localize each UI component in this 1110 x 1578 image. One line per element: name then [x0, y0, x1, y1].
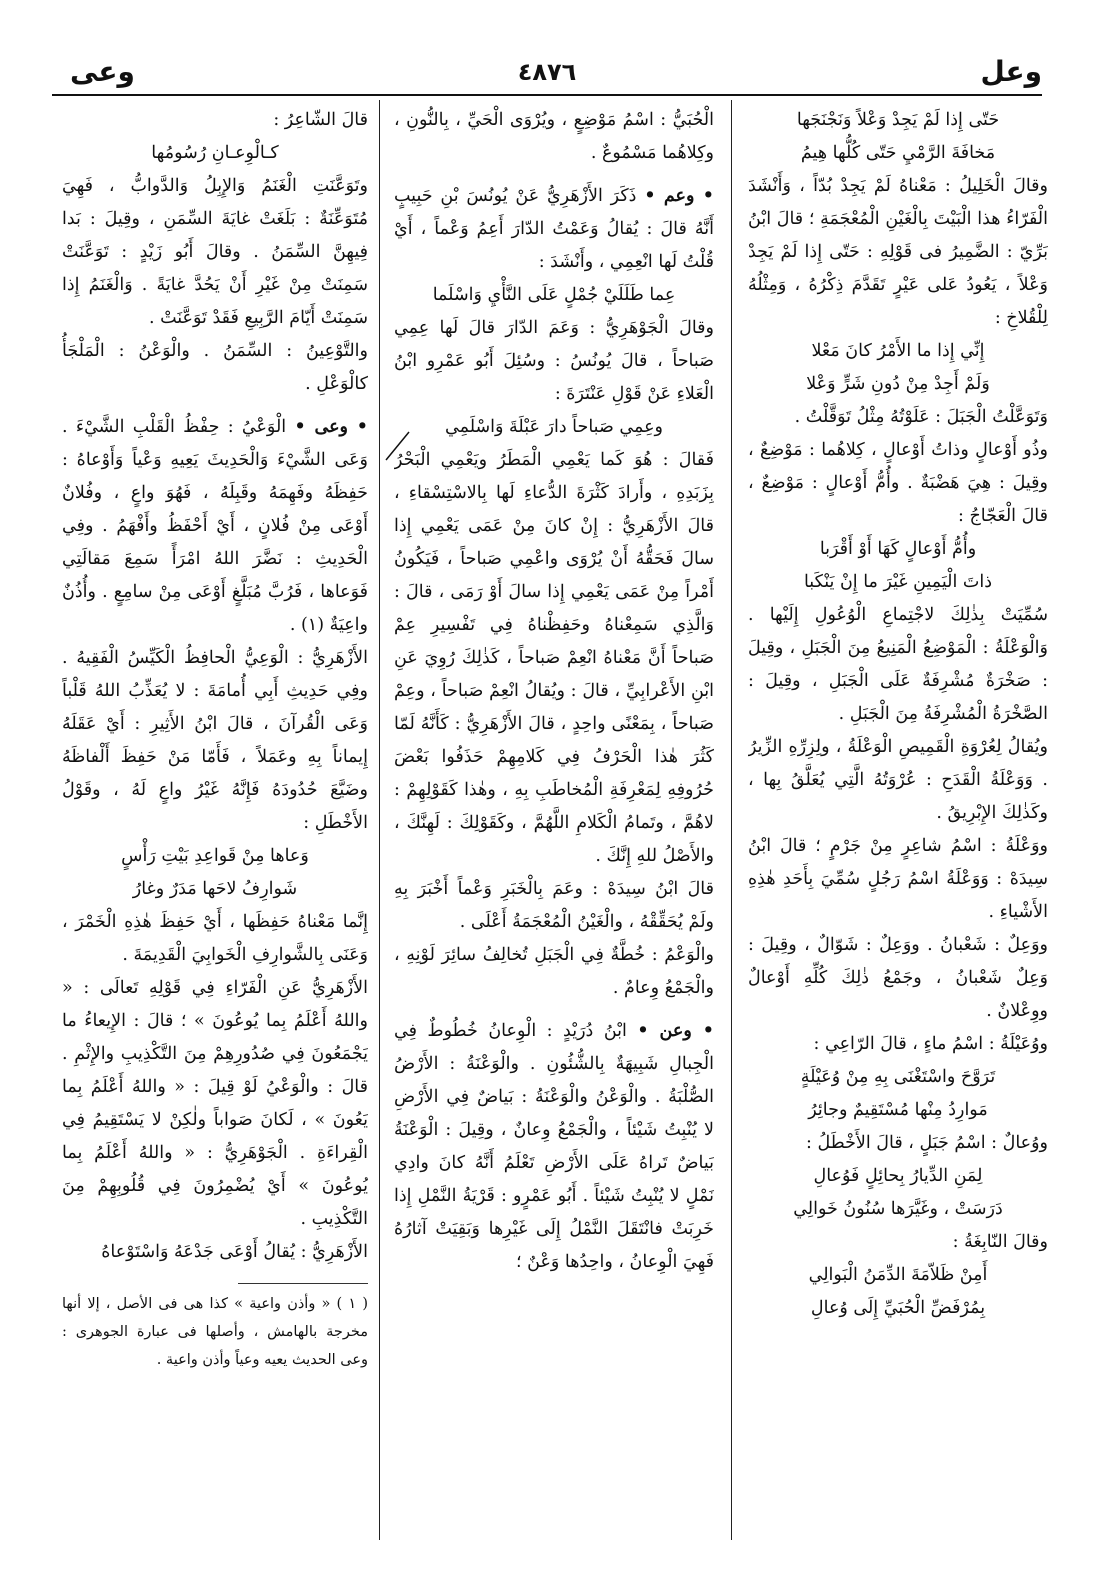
paragraph: وتَوَعَّنَتِ الْغَنَمُ وَالإِبِلُ وَالدَّوابُّ ، فَهِيَ مُتَوَعِّنَةٌ : بَلَغَتْ غايَةَ السِّمَنِ ، وقِيلَ : بَدا فِيهِنَّ السِّمَنُ . وقالَ أَبُو زَيْدٍ : تَوَعَّنَتْ سَمِنَتْ مِنْ غَيْرِ أَنْ يَحُدَّ غايَةً . وَالْغَنَمُ إِذا سَمِنَتْ أَيّامَ الرَّبِيعِ فَقَدْ تَوَعَّنَتْ . [62, 176, 368, 328]
paragraph: قالَ ابْنُ سِيدَهْ : وعَمَ بِالْخَبَرِ وَعْماً أَخْبَرَ بِهِ ولَمْ يُحَقِّقْهُ ، والْغَيْنُ الْمُعْجَمَةُ أَعْلَى . [394, 879, 714, 932]
column-divider-right [731, 100, 732, 1540]
verse-line: إِنِّي إِذا ما الأَمْرُ كانَ مَعْلا [811, 341, 985, 361]
footnote: ( ١ ) « وأذن واعية » كذا هى فى الأصل ، إلا أنها مخرجة بالهامش ، وأصلها فى عبارة الجوهرى : وعى الحديث يعيه وعياً وأذن واعية . [62, 1296, 368, 1368]
paragraph: ووُعالٌ : اسْمُ جَبَلٍ ، قالَ الأَخْطَلُ : [806, 1133, 1048, 1153]
entry-text: ابْنُ دُرَيْدٍ : الْوِعانُ خُطُوطٌ فِي الْجِبالِ شَبِيهَةٌ بِالشُّئُونِ . والْوَعْنَةُ : الأَرْضُ الصُّلْبَةُ . والْوَعْنُ والْوَعْنَةُ : بَياضٌ فِي الأَرْضِ لا يُنْبِتُ شَيْئاً ، والْجَمْعُ وِعانٌ ، وقِيلَ : الْوَعْنَةُ بَياضٌ تَراهُ عَلَى الأَرْضِ تَعْلَمُ أَنَّهُ كانَ وادِي نَمْلٍ لا يُنْبِتُ شَيْئاً . أَبُو عَمْرٍو : قَرْيَةُ النَّمْلِ إِذا خَرِبَتْ فانْتَقَلَ النَّمْلُ إِلَى غَيْرِها وَبَقِيَتْ آثارُهُ فَهِيَ الْوِعانُ ، واحِدُها وَعْنٌ ؛ [394, 1021, 714, 1272]
paragraph: وقالَ النّابِغَةُ : [952, 1232, 1048, 1252]
verse-line: مَخافَةَ الرَّمْيِ حَتّى كُلُّها هِيمُ [800, 143, 996, 163]
entry-headword: • وعم • [644, 186, 714, 206]
entry-text: الْوَعْيُ : حِفْظُ الْقَلْبِ الشَّيْءَ . وَعَى الشَّيْءَ وَالْحَدِيثَ يَعِيهِ وَعْياً وَأَوْعاهُ : حَفِظَهُ وفَهِمَهُ وقَبِلَهُ ، فَهُوَ واعٍ ، وفُلانٌ أَوْعَى مِنْ فُلانٍ ، أَيْ أَحْفَظُ وأَفْهَمُ . وفِي الْحَدِيثِ : نَضَّرَ اللهُ امْرَأً سَمِعَ مَقالَتِي فَوَعاها ، فَرُبَّ مُبَلَّغٍ أَوْعَى مِنْ سامِعٍ . وأُذُنٌ واعِيَةٌ (١) . [62, 417, 368, 635]
paragraph: والتَّوْعِينُ : السِّمَنُ . والْوَعْنُ : الْمَلْجَأُ كالْوَعْلِ . [62, 341, 368, 394]
entry-headword: • وعى • [294, 417, 368, 437]
paragraph: الأَزْهَرِيُّ عَنِ الْفَرّاءِ فِي قَوْلِهِ تَعالَى : « واللهُ أَعْلَمُ بِما يُوعُونَ » ؛ قالَ : الإِيعاءُ ما يَجْمَعُونَ فِي صُدُورِهِمْ مِنَ التَّكْذِيبِ والإِثْمِ . قالَ : والْوَعْيُ لَوْ قِيلَ : « واللهُ أَعْلَمُ بِما يَعُونَ » ، لَكانَ صَواباً ولٰكِنْ لا يَسْتَقِيمُ فِي الْقِراءَةِ . الْجَوْهَرِيُّ : « واللهُ أَعْلَمُ بِما يُوعُونَ » أَيْ يُضْمِرُونَ فِي قُلُوبِهِمْ مِنَ التَّكْذِيبِ . [62, 978, 368, 1229]
dictionary-entry [394, 180, 714, 279]
entry-headword: • وعن • [637, 1021, 714, 1041]
verse-line: وعِمِي صَباحاً دارَ عَبْلَةَ وَاسْلَمِي [445, 417, 663, 437]
verse-line: وأُمُّ أَوْعالٍ كَهَا أَوْ أَقْرَبا [819, 539, 977, 559]
paragraph: ووَعْلَةُ : اسْمُ شاعِرٍ مِنْ جَرْمٍ ؛ قالَ ابْنُ سِيدَهْ : وَوَعْلَةُ اسْمُ رَجُلٍ سُمِّيَ بِأَحَدِ هٰذِهِ الأَشْياءِ . [748, 836, 1048, 922]
page-number: ٤٨٧٦ [517, 58, 577, 86]
verse-line: ذاتَ الْيَمِينِ غَيْرَ ما إِنْ يَنْكَبا [803, 572, 993, 592]
page-header [52, 52, 1042, 92]
verse-line: لِمَنِ الدِّيارُ بِحائِلٍ فَوُعالِ [813, 1166, 983, 1186]
column-left-body [62, 104, 368, 1269]
paragraph: فَقالَ : هُوَ كَما يَعْمِي الْمَطَرُ ويَعْمِي الْبَحْرُ بِزَبَدِهِ ، وأَرادَ كَثْرَةَ الدُّعاءِ لَها بِالاسْتِسْقاءِ ، قالَ الأَزْهَرِيُّ : إِنْ كانَ مِنْ عَمَى يَعْمِي إِذا سالَ فَحَقُّهُ أَنْ يُرْوَى واعْمِي صَباحاً ، فَيَكُونُ أَمْراً مِنْ عَمَى يَعْمِي إِذا سالَ أَوْ رَمَى ، قالَ : وَالَّذِي سَمِعْناهُ وحَفِظْناهُ فِي تَفْسِيرِ عِمْ صَباحاً أَنَّ مَعْناهُ انْعِمْ صَباحاً ، كَذٰلِكَ رُوِيَ عَنِ ابْنِ الأَعْرابِيِّ ، قالَ : ويُقالُ انْعِمْ صَباحاً ، وعِمْ صَباحاً ، بِمَعْنًى واحِدٍ ، قالَ الأَزْهَرِيُّ : كَأَنَّهُ لَمّا كَثُرَ هٰذا الْحَرْفُ فِي كَلامِهِمْ حَذَفُوا بَعْضَ حُرُوفِهِ لِمَعْرِفَةِ الْمُخاطَبِ بِهِ ، وهٰذا كَقَوْلِهِمْ : لاهُمَّ ، وتَمامُ الْكَلامِ اللَّهُمَّ ، وكَقَوْلِكَ : لَهِنَّكَ ، والأَصْلُ للهِ إِنَّكَ . [394, 450, 714, 866]
verse-line: وَعاها مِنْ قَواعِدِ بَيْتِ رَأْسٍ [121, 846, 309, 866]
verse-line: دَرَسَتْ ، وغَيَّرَها سُنُونُ خَوالِي [793, 1199, 1003, 1219]
verse-line: حَتّى إِذا لَمْ يَجِدْ وَعْلاً وَنَجْنَجَها [796, 110, 1000, 130]
paragraph: قالَ الشّاعِرُ : [273, 110, 368, 130]
header-rule [52, 94, 1042, 96]
column-middle [394, 104, 714, 1544]
verse-line: أَمِنْ ظَلاّمَةَ الدِّمَنُ الْبَوالِي [808, 1265, 988, 1285]
verse-line: تَرَوَّحَ واسْتَغْنَى بِهِ مِنْ وُعَيْلَةٍ [800, 1067, 996, 1087]
paragraph: وَتَوَعَّلْتُ الْجَبَلَ : عَلَوْتُهُ مِثْلُ تَوَقَّلْتُ . [794, 407, 1048, 427]
column-divider-left [379, 100, 380, 1540]
header-entry-word-right: وعل [980, 55, 1042, 88]
verse-line: وَلَمْ أَجِدْ مِنْ دُونِ شَرٍّ وَعْلا [806, 374, 990, 394]
column-right [748, 104, 1048, 1544]
paragraph: والْوَعْمُ : خُطَّةٌ فِي الْجَبَلِ تُخالِفُ سائِرَ لَوْنِهِ ، والْجَمْعُ وِعامٌ . [394, 945, 714, 998]
paragraph: وذُو أَوْعالٍ وذاتُ أَوْعالٍ ، كِلاهُما : مَوْضِعٌ ، وقِيلَ : هِيَ هَضْبَةٌ . وأُمُّ أَوْعالٍ : مَوْضِعٌ ، قالَ الْعَجّاجُ : [748, 440, 1048, 526]
dictionary-entry [62, 411, 368, 642]
verse-line: مَوارِدُ مِنْها مُسْتَقِيمٌ وجائِرُ [808, 1100, 988, 1120]
footnote-rule [238, 1283, 368, 1284]
paragraph: سُمِّيَتْ بِذٰلِكَ لاجْتِماعِ الْوُعُولِ إِلَيْها . وَالْوَعْلَةُ : الْمَوْضِعُ الْمَنِيعُ مِنَ الْجَبَلِ ، وقِيلَ : صَخْرَةٌ مُشْرِفَةٌ عَلَى الْجَبَلِ ، وقِيلَ : الصَّخْرَةُ الْمُشْرِفَةُ مِنَ الْجَبَلِ . [748, 605, 1048, 724]
paragraph: ويُقالُ لِعُرْوَةِ الْقَمِيصِ الْوَعْلَةُ ، ولِزِرِّهِ الزِّيرُ . وَوَعْلَةُ الْقَدَحِ : عُرْوَتُهُ الَّتِي يُعَلَّقُ بِها ، وكَذٰلِكَ الإِبْرِيقُ . [748, 737, 1048, 823]
margin-pencil-mark [382, 430, 412, 464]
paragraph: وقالَ الْجَوْهَرِيُّ : وَعَمَ الدّارَ قالَ لَها عِمِي صَباحاً ، قالَ يُونُسُ : وسُئِلَ أَبُو عَمْرِو ابْنُ الْعَلاءِ عَنْ قَوْلِ عَنْتَرَةَ : [394, 318, 714, 404]
paragraph: ووَعِلٌ : شَعْبانُ . ووَعِلٌ : شَوّالٌ ، وقِيلَ : وَعِلٌ شَعْبانُ ، وجَمْعُ ذٰلِكَ كُلِّهِ أَوْعالٌ ووِعْلانٌ . [748, 935, 1048, 1021]
dictionary-entry [394, 1015, 714, 1279]
paragraph: ووُعَيْلَةُ : اسْمُ ماءٍ ، قالَ الرّاعِي : [813, 1034, 1048, 1054]
entry-text: ذَكَرَ الأَزْهَرِيُّ عَنْ يُونُسَ بْنِ حَبِيبٍ أَنَّهُ قالَ : يُقالُ وَعَمْتُ الدّارَ أَعِمُ وَعْماً ، أَيْ قُلْتُ لَها انْعِمِي ، وأَنْشَدَ : [394, 186, 714, 272]
paragraph: الْحُبَيُّ : اسْمُ مَوْضِعٍ ، ويُرْوَى الْحَيِّ ، بِالنُّونِ ، وكِلاهُما مَسْمُوعٌ . [394, 110, 714, 163]
header-entry-word-left: وعى [70, 55, 135, 88]
verse-line: شَوارِفُ لاحَها مَدَرٌ وغارُ [132, 879, 298, 899]
paragraph: الأَزْهَرِيُّ : الْوَعِيُّ الْحافِظُ الْكَيِّسُ الْفَقِيهُ . وفِي حَدِيثِ أَبِي أُمامَةَ : لا يُعَذِّبُ اللهُ قَلْباً وَعَى الْقُرآنَ ، قالَ ابْنُ الأَثِيرِ : أَيْ عَقَلَهُ إِيماناً بِهِ وعَمَلاً ، فَأَمّا مَنْ حَفِظَ أَلْفاظَهُ وضَيَّعَ حُدُودَهُ فَإِنَّهُ غَيْرُ واعٍ لَهُ ، وقَوْلُ الأَخْطَلِ : [62, 648, 368, 833]
paragraph: الأَزْهَرِيُّ : يُقالُ أَوْعَى جَدْعَهُ وَاسْتَوْعاهُ [101, 1242, 368, 1262]
paragraph: إِنَّما مَعْناهُ حَفِظَها ، أَيْ حَفِظَ هٰذِهِ الْخَمْرَ ، وَعَنَى بِالشَّوارِفِ الْخَوابِيَ الْقَدِيمَةَ . [62, 912, 368, 965]
verse-line: عِما طَلَلَيْ جُمْلٍ عَلَى النَّأْيِ وَاسْلَما [432, 285, 676, 305]
paragraph: وقالَ الْخَلِيلُ : مَعْناهُ لَمْ يَجِدْ بُدّاً ، وَأَنْشَدَ الْفَرّاءُ هذا الْبَيْتَ بِالْغَيْنِ الْمُعْجَمَةِ ؛ قالَ ابْنُ بَرِّيّ : الضَّمِيرُ فى قَوْلِهِ : حَتّى إِذا لَمْ يَجِدْ وَعْلاً ، يَعُودُ عَلى عَيْرٍ تَقَدَّمَ ذِكْرُهُ ، وَمِثْلُهُ لِلْقُلاخِ : [748, 176, 1048, 328]
verse-line: كـالْوِعـانِ رُسُومُها [151, 143, 279, 163]
column-left [62, 104, 368, 1544]
verse-line: بِمُرْفَضِّ الْحُبَيِّ إِلَى وُعالِ [810, 1298, 986, 1318]
